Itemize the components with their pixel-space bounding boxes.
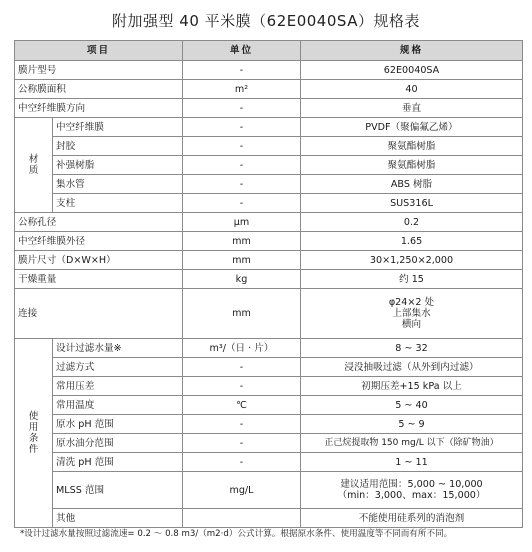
row-label: 原水 pH 范围 [53,415,183,434]
table-row [15,213,523,232]
table-row [15,377,523,396]
row-unit: - [183,415,301,434]
connection-spec-line: 上部集水 [392,308,431,319]
table-row [15,80,523,99]
page-title: 附加强型 40 平米膜（62E0040SA）规格表 [112,12,420,30]
row-label: 常用温度 [53,396,183,415]
row-label: 过滤方式 [53,358,183,377]
table-row [15,232,523,251]
table-row [15,339,523,358]
row-unit: - [183,358,301,377]
row-label: 清洗 pH 范围 [53,453,183,472]
table-row [15,118,523,137]
row-spec: 30×1,250×2,000 [301,251,523,270]
row-unit: mm [183,251,301,270]
table-row [15,251,523,270]
row-unit: mm [183,289,301,339]
row-unit: mg/L [183,472,301,509]
row-spec: 聚氨酯树脂 [301,156,523,175]
row-spec [301,472,523,509]
row-spec: 5 ~ 40 [301,396,523,415]
table-row [15,99,523,118]
group-label-material: 材质 [15,118,53,213]
row-label: 集水管 [53,175,183,194]
row-label: 中空纤维膜外径 [15,232,183,251]
row-label: 其他 [53,509,183,528]
row-unit: m² [183,80,301,99]
row-label: MLSS 范围 [53,472,183,509]
row-label: 中空纤维膜方向 [15,99,183,118]
table-row [15,175,523,194]
row-spec: ABS 树脂 [301,175,523,194]
row-label: 封胶 [53,137,183,156]
table-row [15,358,523,377]
row-spec: 1 ~ 11 [301,453,523,472]
mlss-spec-line: （min：3,000、max：15,000） [337,490,486,501]
row-unit: m³/（日 · 片） [183,339,301,358]
row-spec: 浸没抽吸过滤（从外到内过滤） [301,358,523,377]
row-spec: SUS316L [301,194,523,213]
row-label: 补强树脂 [53,156,183,175]
row-label: 常用压差 [53,377,183,396]
table-row [15,472,523,509]
row-unit [183,509,301,528]
row-spec [301,289,523,339]
row-label: 支柱 [53,194,183,213]
table-row [15,509,523,528]
row-label: 中空纤维膜 [53,118,183,137]
table-row [15,137,523,156]
connection-spec-line: 横向 [401,319,422,330]
table-row [15,156,523,175]
row-spec: 40 [301,80,523,99]
table-row [15,270,523,289]
row-spec: 正己烷提取物 150 mg/L 以下（除矿物油） [301,434,523,453]
table-row [15,453,523,472]
row-spec: 初期压差+15 kPa 以上 [301,377,523,396]
row-spec: 5 ~ 9 [301,415,523,434]
row-unit: - [183,156,301,175]
table-row [15,289,523,339]
row-spec: 62E0040SA [301,61,523,80]
row-label: 原水油分范围 [53,434,183,453]
row-unit: mm [183,232,301,251]
row-spec: 不能使用硅系列的消泡剂 [301,509,523,528]
row-unit: μm [183,213,301,232]
table-row [15,61,523,80]
table-row [15,396,523,415]
row-label: 膜片型号 [15,61,183,80]
row-spec: 1.65 [301,232,523,251]
row-spec: 8 ~ 32 [301,339,523,358]
row-unit: - [183,453,301,472]
row-label: 公称孔径 [15,213,183,232]
row-unit: - [183,99,301,118]
table-row [15,434,523,453]
row-spec: PVDF（聚偏氟乙烯） [301,118,523,137]
connection-spec-line: φ24×2 处 [388,297,435,308]
row-unit: - [183,61,301,80]
row-spec: 约 15 [301,270,523,289]
row-unit: ℃ [183,396,301,415]
row-spec: 0.2 [301,213,523,232]
header-spec: 规格 [301,41,523,61]
table-row [15,194,523,213]
row-label: 连接 [15,289,183,339]
row-spec: 垂直 [301,99,523,118]
footnote: *设计过滤水量按照过滤流速= 0.2 ～ 0.8 m3/（m2·d）公式计算。根据原水条件、使用温度等不同而有所不同。 [20,529,453,539]
row-unit: - [183,175,301,194]
table-header-row [15,41,523,61]
spec-table [14,40,523,528]
row-label: 干燥重量 [15,270,183,289]
row-unit: kg [183,270,301,289]
row-unit: - [183,434,301,453]
row-label: 设计过滤水量※ [53,339,183,358]
row-spec: 聚氨酯树脂 [301,137,523,156]
row-unit: - [183,194,301,213]
row-unit: - [183,118,301,137]
mlss-spec-line: 建议适用范围：5,000 ~ 10,000 [340,479,483,490]
row-label: 公称膜面积 [15,80,183,99]
row-unit: - [183,377,301,396]
header-unit: 单位 [183,41,301,61]
header-item: 项目 [15,41,183,61]
row-label: 膜片尺寸（D×W×H） [15,251,183,270]
row-unit: - [183,137,301,156]
table-row [15,415,523,434]
group-label-conditions: 使用条件 [15,339,53,528]
